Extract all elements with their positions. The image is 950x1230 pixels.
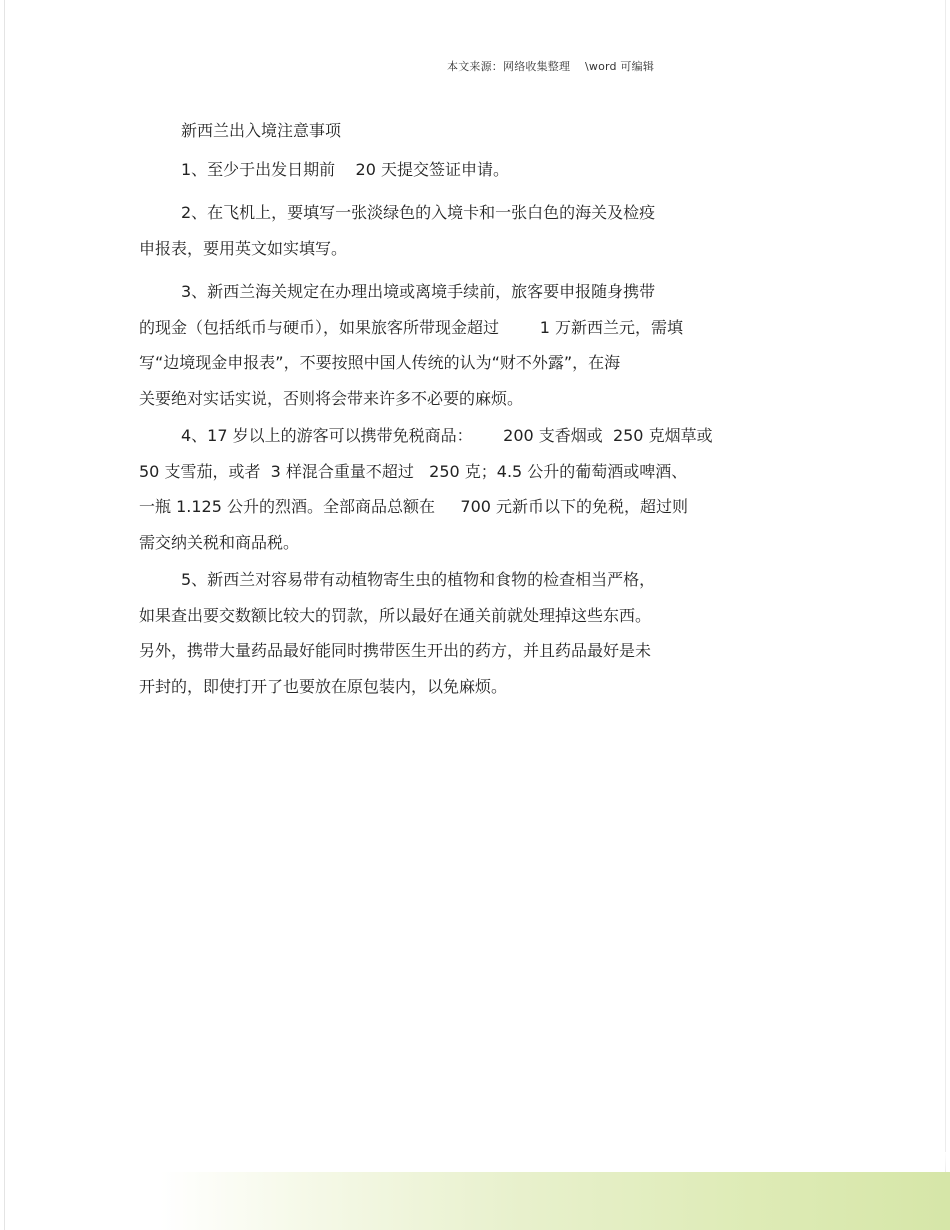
footer-decorative-band xyxy=(160,1172,950,1230)
paragraph-5 xyxy=(139,562,839,704)
paragraph-line: 50 支雪茄，或者 3 样混合重量不超过 250 克；4.5 公升的葡萄酒或啤酒、 xyxy=(139,461,688,481)
paragraph-line: 1、至少于出发日期前 20 天提交签证申请。 xyxy=(181,160,509,179)
paragraph-line: 的现金（包括纸币与硬币），如果旅客所带现金超过 1 万新西兰元，需填 xyxy=(139,317,683,337)
page-left-edge xyxy=(4,0,5,1230)
paragraph-line: 4、17 岁以上的游客可以携带免税商品： 200 支香烟或 250 克烟草或 xyxy=(181,426,713,445)
paragraph-line: 3、新西兰海关规定在办理出境或离境手续前，旅客要申报随身携带 xyxy=(181,282,656,301)
paragraph-1 xyxy=(139,152,839,188)
paragraph-line: 需交纳关税和商品税。 xyxy=(139,532,300,552)
paragraph-line: 开封的，即使打开了也要放在原包装内，以免麻烦。 xyxy=(139,676,508,696)
paragraph-line: 写“边境现金申报表”，不要按照中国人传统的认为“财不外露”，在海 xyxy=(139,353,621,372)
paragraph-line: 申报表，要用英文如实填写。 xyxy=(139,238,348,258)
paragraph-line: 另外，携带大量药品最好能同时携带医生开出的药方，并且药品最好是未 xyxy=(139,641,652,660)
paragraph-line: 2、在飞机上，要填写一张淡绿色的入境卡和一张白色的海关及检疫 xyxy=(181,203,656,222)
paragraph-line: 关要绝对实话实说，否则将会带来许多不必要的麻烦。 xyxy=(139,388,524,408)
paragraph-line: 如果查出要交数额比较大的罚款，所以最好在通关前就处理掉这些东西。 xyxy=(139,605,652,625)
source-note: 本文来源：网络收集整理 \word 可编辑 xyxy=(447,60,655,73)
paragraph-3 xyxy=(139,274,839,416)
footer-band-fade xyxy=(160,1152,950,1172)
paragraph-line: 一瓶 1.125 公升的烈酒。全部商品总额在 700 元新币以下的免税，超过则 xyxy=(139,497,689,516)
page-right-edge xyxy=(945,0,946,1230)
document-title: 新西兰出入境注意事项 xyxy=(181,121,342,140)
paragraph-2 xyxy=(139,195,839,266)
paragraph-line: 5、新西兰对容易带有动植物寄生虫的植物和食物的检查相当严格， xyxy=(181,570,656,589)
paragraph-4 xyxy=(139,418,839,560)
